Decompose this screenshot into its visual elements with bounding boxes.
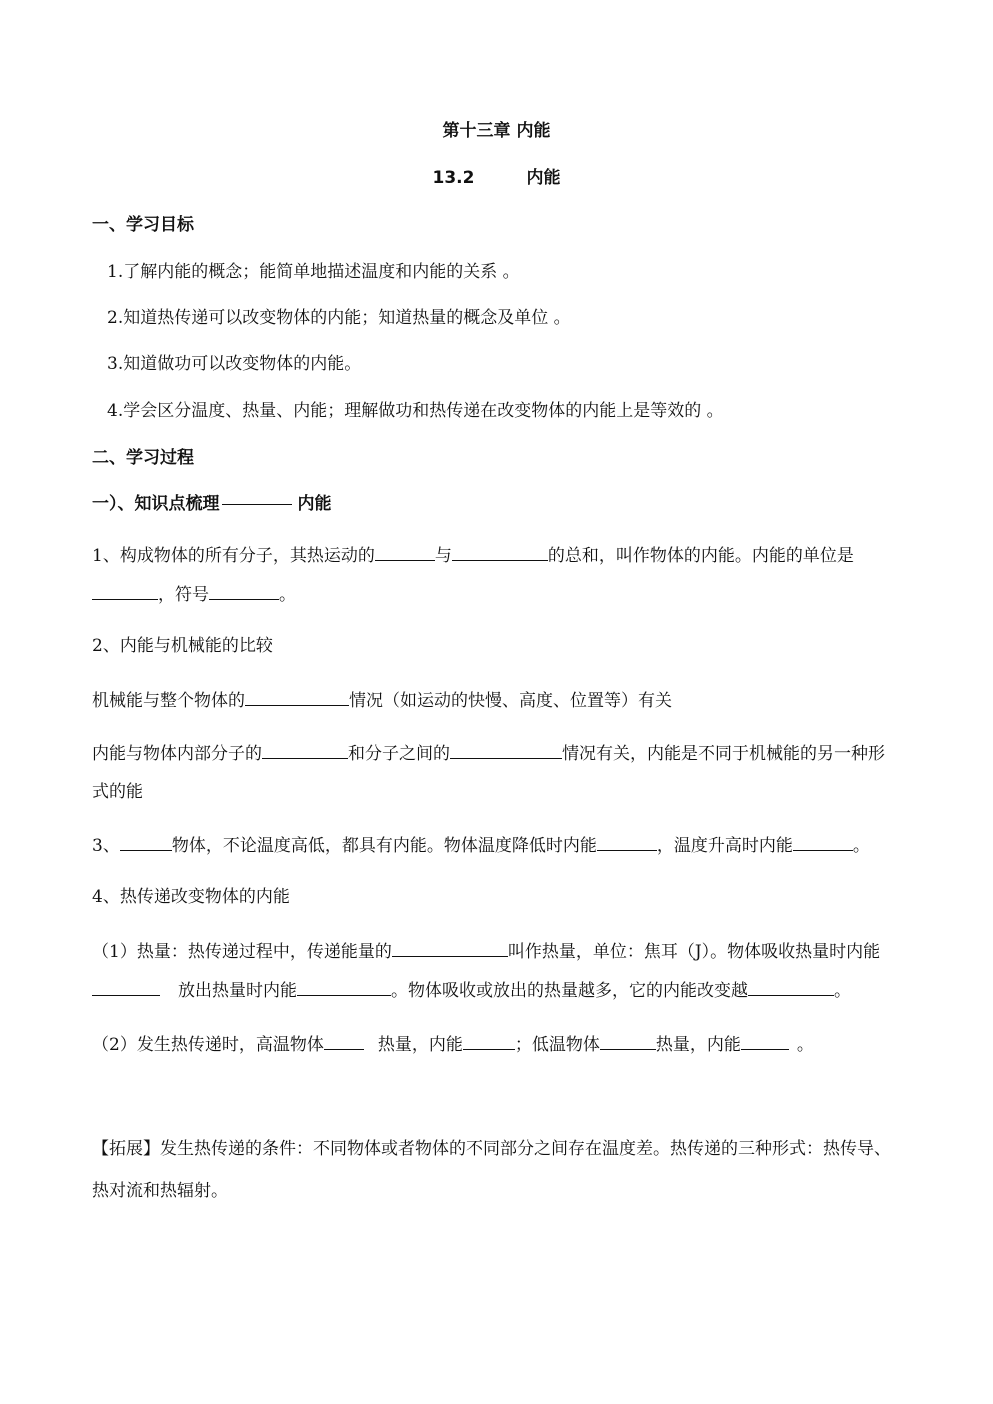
fill-blank[interactable] <box>597 832 657 851</box>
q2-text: 内能与物体内部分子的 <box>92 744 262 764</box>
fill-blank[interactable] <box>297 977 391 996</box>
extension-line2: 热对流和热辐射。 <box>92 1181 228 1201</box>
objectives-heading: 一、学习目标 <box>92 215 194 235</box>
q3-line <box>92 832 913 858</box>
heading-dash <box>222 504 292 505</box>
objective-item: 1.了解内能的概念；能简单地描述温度和内能的关系 。 <box>107 262 520 282</box>
extension-line1: 【拓展】发生热传递的条件：不同物体或者物体的不同部分之间存在温度差。热传递的三种形式：热传导、 <box>92 1139 891 1159</box>
q2-int-line2: 式的能 <box>92 782 143 802</box>
fill-blank[interactable] <box>741 1031 789 1050</box>
fill-blank[interactable] <box>92 977 160 996</box>
q1-line2 <box>92 581 913 607</box>
q4-p1-line2 <box>92 977 913 1003</box>
q1-text: 1、构成物体的所有分子，其热运动的 <box>92 546 375 566</box>
chapter-title: 第十三章 内能 <box>442 121 551 141</box>
fill-blank[interactable] <box>748 977 834 996</box>
q4-text: （1）热量：热传递过程中，传递能量的 <box>92 942 392 962</box>
q4-text: ；低温物体 <box>514 1035 600 1055</box>
q4-text: 。 <box>796 1035 814 1055</box>
fill-blank[interactable] <box>600 1031 656 1050</box>
q2-title: 2、内能与机械能的比较 <box>92 636 273 656</box>
q4-text: （2）发生热传递时，高温物体 <box>92 1035 324 1055</box>
q1-text: 。 <box>279 585 296 605</box>
fill-blank[interactable] <box>92 581 158 600</box>
q1-line1 <box>92 542 913 568</box>
q4-text: 放出热量时内能 <box>178 981 297 1001</box>
fill-blank[interactable] <box>324 1031 364 1050</box>
q2-mech-line <box>92 687 913 713</box>
process-heading: 二、学习过程 <box>92 448 194 468</box>
objective-item: 3.知道做功可以改变物体的内能。 <box>107 354 362 374</box>
fill-blank[interactable] <box>209 581 279 600</box>
q4-text: 热量，内能 <box>655 1035 741 1055</box>
knowledge-heading-b: 内能 <box>297 494 332 514</box>
fill-blank[interactable] <box>262 740 348 759</box>
fill-blank[interactable] <box>450 740 562 759</box>
fill-blank[interactable] <box>245 687 349 706</box>
q3-text: 物体，不论温度高低，都具有内能。物体温度降低时内能 <box>171 836 597 856</box>
q2-text: 情况有关，内能是不同于机械能的另一种形 <box>562 744 885 764</box>
q2-text: 机械能与整个物体的 <box>92 691 245 711</box>
knowledge-heading-a: 一）、知识点梳理 <box>92 494 220 514</box>
section-title <box>0 166 993 190</box>
knowledge-heading <box>92 492 913 516</box>
fill-blank[interactable] <box>392 938 508 957</box>
q3-text: 。 <box>852 836 870 856</box>
q1-text: 与 <box>434 546 452 566</box>
q1-text: ，符号 <box>158 585 209 605</box>
q4-text: 。物体吸收或放出的热量越多，它的内能改变越 <box>391 981 748 1001</box>
fill-blank[interactable] <box>120 832 172 851</box>
q3-text: 3、 <box>92 836 120 856</box>
q4-text: 叫作热量，单位：焦耳（J）。物体吸收热量时内能 <box>507 942 881 962</box>
q1-text: 的总和，叫作物体的内能。内能的单位是 <box>547 546 854 566</box>
fill-blank[interactable] <box>463 1031 515 1050</box>
objective-item: 2.知道热传递可以改变物体的内能；知道热量的概念及单位 。 <box>107 308 571 328</box>
section-name: 内能 <box>526 168 561 188</box>
section-number: 13.2 <box>432 168 475 188</box>
q4-text: 。 <box>834 981 851 1001</box>
q4-p1-line1 <box>92 938 913 964</box>
q2-int-line <box>92 740 913 766</box>
q4-title: 4、热传递改变物体的内能 <box>92 887 290 907</box>
fill-blank[interactable] <box>452 542 548 561</box>
q4-text: 热量，内能 <box>377 1035 463 1055</box>
fill-blank[interactable] <box>375 542 435 561</box>
q3-text: ，温度升高时内能 <box>656 836 793 856</box>
q2-text: 情况（如运动的快慢、高度、位置等）有关 <box>349 691 672 711</box>
q2-text: 和分子之间的 <box>348 744 450 764</box>
q4-p2-line <box>92 1031 913 1057</box>
fill-blank[interactable] <box>793 832 853 851</box>
objective-item: 4.学会区分温度、热量、内能；理解做功和热传递在改变物体的内能上是等效的 。 <box>107 401 724 421</box>
